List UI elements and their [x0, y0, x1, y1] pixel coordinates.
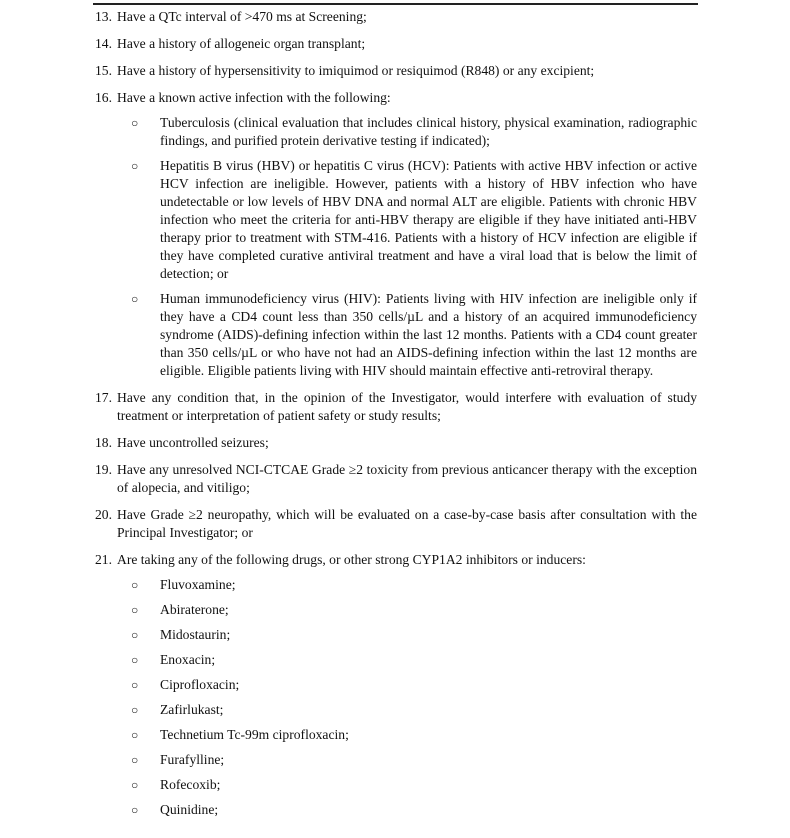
sub-item-enoxacin [117, 651, 697, 669]
item-text: Have uncontrolled seizures; [117, 435, 269, 450]
sub-item-text: Fluvoxamine; [160, 577, 236, 592]
item-number: 17. [95, 390, 112, 405]
item-text: Have any condition that, in the opinion of the Investigator, would interfere with evaluation of study treatment or interpretation of patient safety or study results; [117, 390, 697, 423]
sub-item-text: Quinidine; [160, 802, 219, 817]
sub-item-tuberculosis [117, 114, 697, 150]
list-item-15 [95, 62, 697, 80]
sub-item-midostaurin [117, 626, 697, 644]
sub-item-furafylline [117, 751, 697, 769]
item-text: Are taking any of the following drugs, or other strong CYP1A2 inhibitors or inducers: [117, 552, 586, 567]
sub-item-text: Technetium Tc-99m ciprofloxacin; [160, 727, 349, 742]
circle-bullet-icon: ○ [131, 678, 139, 692]
list-item-18 [95, 434, 697, 452]
sub-item-hiv [117, 290, 697, 380]
circle-bullet-icon: ○ [131, 578, 139, 592]
circle-bullet-icon: ○ [131, 778, 139, 792]
list-item-13 [95, 8, 697, 26]
item-number: 20. [95, 507, 112, 522]
sub-item-text: Zafirlukast; [160, 702, 224, 717]
circle-bullet-icon: ○ [131, 703, 139, 717]
sub-item-zafirlukast [117, 701, 697, 719]
sub-item-text: Midostaurin; [160, 627, 231, 642]
page-top-rule [93, 3, 698, 5]
sub-item-ciprofloxacin [117, 676, 697, 694]
list-item-17 [95, 389, 697, 425]
circle-bullet-icon: ○ [131, 116, 139, 130]
circle-bullet-icon: ○ [131, 628, 139, 642]
item-number: 16. [95, 90, 112, 105]
item-text: Have a known active infection with the following: [117, 90, 391, 105]
sub-item-quinidine [117, 801, 697, 819]
sub-item-text: Enoxacin; [160, 652, 216, 667]
sub-item-text: Rofecoxib; [160, 777, 221, 792]
item-number: 14. [95, 36, 112, 51]
list-item-14 [95, 35, 697, 53]
sub-item-text: Human immunodeficiency virus (HIV): Patients living with HIV infection are ineligible only if they have a CD4 count less than 350 cells/µL and a history of an acquired immunodeficiency syndrome (AIDS)-defining infection within the last 12 months. Patients with a CD4 count greater than 350 cells/µL or who have not had an AIDS-defining infection within the last 12 months are eligible. Eligible patients living with HIV should maintain effective anti-retroviral therapy. [160, 291, 697, 378]
circle-bullet-icon: ○ [131, 753, 139, 767]
item-text: Have Grade ≥2 neuropathy, which will be evaluated on a case-by-case basis after consultation with the Principal Investigator; or [117, 507, 697, 540]
exclusion-criteria-list [95, 8, 697, 819]
sub-item-text: Abiraterone; [160, 602, 229, 617]
item-number: 19. [95, 462, 112, 477]
circle-bullet-icon: ○ [131, 603, 139, 617]
list-item-19 [95, 461, 697, 497]
item-text: Have a QTc interval of >470 ms at Screening; [117, 9, 367, 24]
circle-bullet-icon: ○ [131, 803, 139, 817]
item-text: Have a history of allogeneic organ transplant; [117, 36, 366, 51]
sub-item-text: Hepatitis B virus (HBV) or hepatitis C virus (HCV): Patients with active HBV infection or active HCV infection are ineligible. However, patients with a history of HBV infection who have undetectable or low levels of HBV DNA and normal ALT are eligible. Patients with chronic HBV infection who meet the criteria for anti-HBV therapy are eligible if they have initiated anti-HBV therapy prior to treatment with STM-416. Patients with a history of HCV infection are eligible if they have completed curative antiviral treatment and have a viral load that is below the limit of detection; or [160, 158, 697, 281]
sub-item-technetium [117, 726, 697, 744]
sub-item-text: Ciprofloxacin; [160, 677, 240, 692]
circle-bullet-icon: ○ [131, 653, 139, 667]
sub-item-text: Tuberculosis (clinical evaluation that includes clinical history, physical examination, radiographic findings, and purified protein derivative testing if indicated); [160, 115, 697, 148]
item-text: Have any unresolved NCI-CTCAE Grade ≥2 toxicity from previous anticancer therapy with the exception of alopecia, and vitiligo; [117, 462, 697, 495]
sub-item-fluvoxamine [117, 576, 697, 594]
item-number: 15. [95, 63, 112, 78]
sub-item-abiraterone [117, 601, 697, 619]
item-number: 13. [95, 9, 112, 24]
item-number: 21. [95, 552, 112, 567]
list-item-21 [95, 551, 697, 819]
circle-bullet-icon: ○ [131, 159, 139, 173]
list-item-20 [95, 506, 697, 542]
list-item-16 [95, 89, 697, 380]
item-number: 18. [95, 435, 112, 450]
circle-bullet-icon: ○ [131, 728, 139, 742]
item-text: Have a history of hypersensitivity to imiquimod or resiquimod (R848) or any excipient; [117, 63, 595, 78]
sub-item-hepatitis [117, 157, 697, 283]
circle-bullet-icon: ○ [131, 292, 139, 306]
sub-item-text: Furafylline; [160, 752, 225, 767]
sub-item-rofecoxib [117, 776, 697, 794]
